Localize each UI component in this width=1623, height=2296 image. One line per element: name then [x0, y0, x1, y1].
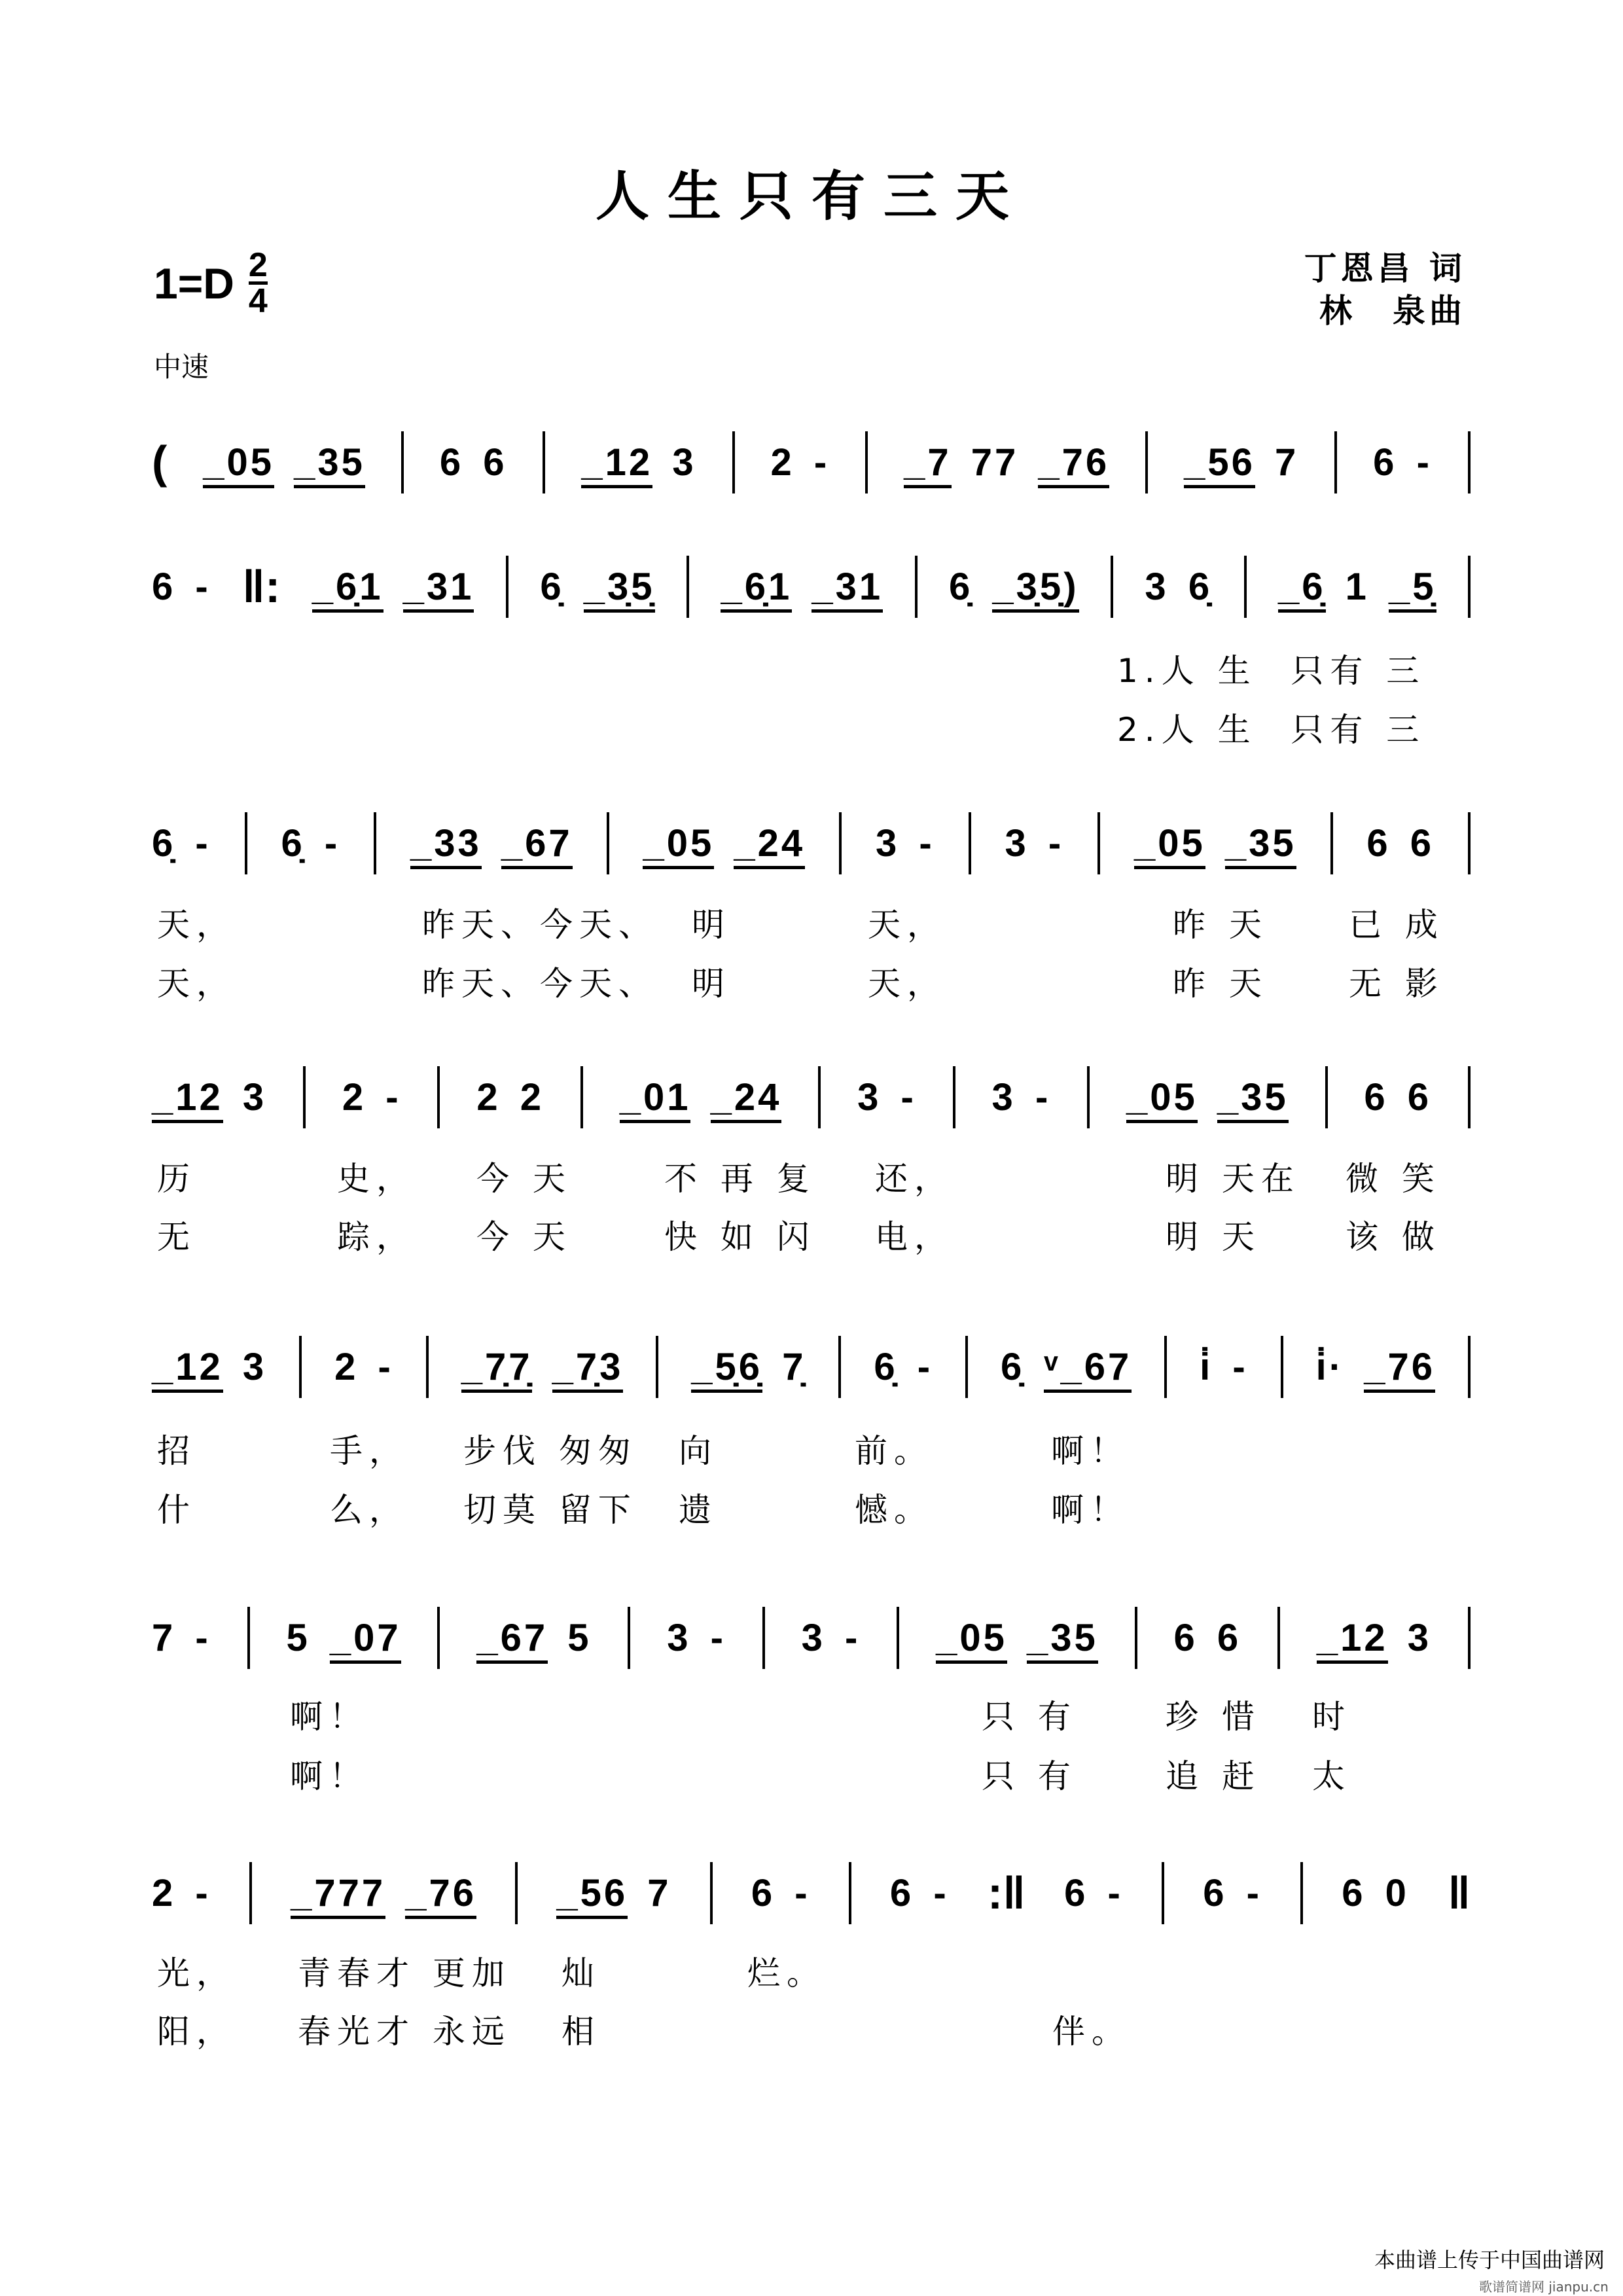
note-group: 6̣	[281, 821, 305, 865]
bar-line	[426, 1336, 429, 1398]
lyric-segment: 微 笑	[1346, 1160, 1441, 1198]
bar-line	[1162, 1862, 1164, 1924]
note-group: _5̣6̣	[691, 1346, 762, 1393]
note-group: 6̣	[874, 1345, 898, 1388]
measure	[152, 1075, 266, 1119]
note-group: 2	[342, 1075, 366, 1119]
note-group: -	[813, 440, 830, 484]
measure	[667, 1616, 726, 1660]
note-group: _56	[556, 1872, 628, 1919]
bar-line	[515, 1862, 518, 1924]
note-group: 6	[1410, 821, 1435, 865]
note-group: 6	[1203, 1871, 1227, 1914]
bar-line	[915, 556, 918, 618]
note-group: _6̣1	[721, 565, 792, 613]
note-group: -	[917, 1345, 933, 1388]
note-group: _56	[1184, 441, 1255, 488]
measure	[620, 1075, 782, 1119]
measure	[992, 1075, 1051, 1119]
note-group: 6̣	[1001, 1345, 1025, 1388]
lyric-segment: 什	[157, 1491, 196, 1529]
note-group: 6	[1342, 1871, 1366, 1914]
bar-line	[1281, 1336, 1283, 1398]
lyric-segment: 明	[692, 906, 731, 944]
note-group: _05	[1126, 1076, 1198, 1123]
note-group: 6̣	[1188, 565, 1213, 608]
lyric-segment: 昨 天	[1173, 906, 1268, 944]
bar-line	[849, 1862, 851, 1924]
bar-line	[1164, 1336, 1167, 1398]
measure	[556, 1871, 671, 1915]
bar-line	[1468, 1066, 1471, 1128]
measure	[1064, 1871, 1123, 1915]
note-group: 6	[751, 1871, 776, 1914]
note-group: _05	[1134, 822, 1205, 869]
lyric-segment: 明	[692, 965, 731, 1003]
lyric-segment: 不 再 复	[664, 1160, 816, 1198]
note-group: 3	[1407, 1616, 1432, 1659]
lyric-segment: 天，	[157, 906, 236, 944]
bar-line	[1330, 812, 1333, 874]
measure	[461, 1345, 624, 1389]
staff-row	[152, 1334, 1471, 1399]
measure	[691, 1345, 806, 1389]
lyric-segment: 1.人 生 只有 三	[1117, 652, 1426, 690]
bar-line	[249, 1862, 252, 1924]
measure	[291, 1871, 476, 1915]
lyric-segment: 手，	[330, 1432, 408, 1470]
lyric-segment: 啊！	[1051, 1491, 1130, 1529]
note-group: -	[845, 1616, 861, 1659]
lyric-segment: 今 天	[476, 1218, 572, 1256]
bar-line	[401, 431, 404, 493]
note-group: 3	[1145, 565, 1169, 608]
note-group: _7̣3	[552, 1346, 624, 1393]
note-group: 3	[875, 821, 900, 865]
lyric-segment: 步伐 匆匆	[463, 1432, 637, 1470]
note-group: _7̣7̣	[461, 1346, 533, 1393]
note-group: 6	[1373, 440, 1397, 484]
note-group: -	[1232, 1345, 1248, 1388]
staff-row	[152, 810, 1471, 876]
bar-line	[1277, 1607, 1280, 1669]
bar-line	[838, 1336, 841, 1398]
note-group: _12	[581, 441, 652, 488]
bar-line	[865, 431, 868, 493]
measure	[440, 440, 507, 484]
lyric-segment: 光，	[157, 1954, 236, 1992]
lyric-segment: 今 天	[476, 1160, 572, 1198]
measure	[857, 1075, 916, 1119]
lyric-segment: 明 天在	[1166, 1160, 1300, 1198]
measure	[1134, 821, 1296, 865]
watermark: 本曲谱上传于中国曲谱网	[1374, 2248, 1605, 2272]
key-signature	[154, 246, 268, 320]
note-group: 3	[1005, 821, 1029, 865]
note-group: -	[901, 1075, 916, 1119]
note-group: _7	[904, 441, 952, 488]
lyric-segment: 切莫 留下	[463, 1491, 637, 1529]
measure	[1126, 1075, 1289, 1119]
note-group: _67	[501, 822, 573, 869]
measure	[1005, 821, 1063, 865]
bar-line	[710, 1862, 713, 1924]
note-group: 6	[439, 440, 464, 484]
lyric-segment: 历	[157, 1160, 196, 1198]
bar-line	[247, 1607, 250, 1669]
lyric-segment: 时	[1312, 1698, 1351, 1736]
note-group: 6	[1173, 1616, 1198, 1659]
bar-symbol: ‖:	[242, 561, 281, 612]
note-group: 3	[991, 1075, 1016, 1119]
lyric-segment: 招	[157, 1432, 196, 1470]
bar-line	[580, 1066, 583, 1128]
lyric-segment: 只 有	[982, 1757, 1077, 1795]
watermark-site: 歌谱简谱网 jianpu.cn	[1479, 2279, 1609, 2295]
measure	[890, 1871, 949, 1915]
note-group: _35	[294, 441, 365, 488]
note-group: _35	[1027, 1617, 1098, 1664]
measure	[949, 565, 1079, 609]
measure	[1203, 1871, 1262, 1915]
lyric-segment: 青春才 更加	[298, 1954, 511, 1992]
measure	[874, 1345, 933, 1389]
note-group: 6	[483, 440, 507, 484]
note-group: 2	[770, 440, 794, 484]
measure	[1184, 440, 1298, 484]
lyric-segment: 遗	[679, 1491, 718, 1529]
bar-line	[437, 1607, 440, 1669]
note-group: -	[1246, 1871, 1262, 1914]
note-group: 6	[1407, 1075, 1432, 1119]
note-group: -	[919, 821, 935, 865]
lyric-segment: 无	[157, 1218, 196, 1256]
bar-line	[656, 1336, 658, 1398]
measure	[1373, 440, 1432, 484]
bar-line	[965, 1336, 968, 1398]
note-group: 3	[801, 1616, 825, 1659]
tempo-marking: 中速	[154, 351, 209, 383]
composer-credit: 林 泉曲	[1319, 292, 1466, 330]
measure	[721, 565, 883, 609]
measure	[1316, 1345, 1435, 1389]
measure	[1278, 565, 1436, 609]
bar-line	[374, 812, 376, 874]
note-group: _76	[405, 1872, 476, 1919]
measure	[936, 1616, 1098, 1660]
bar-line	[1145, 431, 1148, 493]
staff-row	[152, 1860, 1471, 1926]
note-group: 6	[889, 1871, 914, 1914]
bar-line	[1468, 812, 1471, 874]
bar-line	[299, 1336, 302, 1398]
bar-line	[1244, 556, 1247, 618]
lyric-segment: 电，	[875, 1218, 954, 1256]
note-group: _05	[643, 822, 714, 869]
note-group: -	[933, 1871, 949, 1914]
note-group: 3	[672, 440, 696, 484]
bar-line	[1325, 1066, 1328, 1128]
lyric-segment: 天，	[868, 906, 946, 944]
bar-line	[1087, 1066, 1090, 1128]
measure	[876, 821, 935, 865]
note-group: 0	[1385, 1871, 1409, 1914]
lyric-segment: 昨天、今天、	[422, 906, 658, 944]
note-group: 3	[857, 1075, 882, 1119]
lyric-segment: 昨天、今天、	[422, 965, 658, 1003]
bar-symbol: ‖	[1448, 1867, 1471, 1918]
lyric-segment: 烂。	[747, 1954, 826, 1992]
note-group: _67	[476, 1617, 548, 1664]
note-group: _24	[711, 1076, 782, 1123]
lyric-segment: 该 做	[1346, 1218, 1441, 1256]
lyric-segment: 太	[1312, 1757, 1351, 1795]
note-group: _31	[403, 565, 474, 613]
lyric-segment: 无 影	[1349, 965, 1444, 1003]
lyric-segment: 史，	[337, 1160, 416, 1198]
measure	[476, 1616, 591, 1660]
lyric-segment: 啊！	[290, 1698, 368, 1736]
note-group: -	[378, 1345, 393, 1388]
note-group: -	[794, 1871, 810, 1914]
note-group: 6	[1364, 1075, 1388, 1119]
measure	[334, 1345, 393, 1389]
measure	[751, 1871, 810, 1915]
measure	[802, 1616, 861, 1660]
bar-line	[969, 812, 971, 874]
note-group: -	[710, 1616, 726, 1659]
note-group: -	[195, 821, 211, 865]
bar-line	[687, 556, 689, 618]
note-group: 3	[242, 1345, 267, 1388]
note-group: _76	[1038, 441, 1109, 488]
note-group: _33	[410, 822, 482, 869]
measure	[1200, 1345, 1248, 1389]
bar-line	[1097, 812, 1100, 874]
note-group: 7	[1275, 440, 1299, 484]
note-group: 2	[152, 1871, 176, 1914]
bar-symbol: :‖	[987, 1867, 1026, 1918]
lyric-segment: 追 赶	[1166, 1757, 1261, 1795]
note-group: _35	[1217, 1076, 1289, 1123]
lyric-segment: 阳，	[157, 2013, 236, 2051]
time-top: 2	[248, 246, 268, 284]
staff-row	[152, 554, 1471, 619]
lyric-segment: 天，	[157, 965, 236, 1003]
note-group: 6̣	[540, 565, 564, 608]
note-group: 6	[1217, 1616, 1241, 1659]
bar-line	[953, 1066, 955, 1128]
note-group: 6	[1366, 821, 1391, 865]
measure	[152, 1345, 266, 1389]
lyric-segment: 前。	[855, 1432, 933, 1470]
note-group: i̇	[1200, 1345, 1213, 1388]
bar-line	[1468, 1607, 1471, 1669]
bar-line	[1468, 556, 1471, 618]
bar-line	[1135, 1607, 1137, 1669]
note-group: 5	[567, 1616, 592, 1659]
measure	[540, 565, 654, 609]
note-group: 3	[242, 1075, 267, 1119]
measure	[312, 565, 474, 609]
lyric-segment: 啊！	[290, 1757, 368, 1795]
lyric-segment: 明 天	[1166, 1218, 1261, 1256]
measure	[410, 821, 573, 865]
measure	[771, 440, 830, 484]
note-group: 6̣	[152, 821, 176, 865]
note-group: -	[324, 821, 340, 865]
note-group: 2	[520, 1075, 544, 1119]
note-group: -	[1035, 1075, 1051, 1119]
bar-line	[437, 1066, 440, 1128]
note-group: _01	[620, 1076, 691, 1123]
note-group: _31	[812, 565, 883, 613]
note-group: -	[385, 1075, 401, 1119]
note-group: _05	[936, 1617, 1007, 1664]
bar-line	[1468, 431, 1471, 493]
note-group: 6	[152, 565, 176, 608]
note-group: 6̣	[949, 565, 973, 608]
note-group: _24	[734, 822, 805, 869]
note-group: _12	[1317, 1617, 1388, 1664]
lyric-segment: 憾。	[855, 1491, 933, 1529]
measure	[1145, 565, 1212, 609]
note-group: 77	[971, 440, 1019, 484]
note-group: _777	[291, 1872, 385, 1919]
note-group: _3̣5̣)	[992, 565, 1079, 613]
bar-line	[628, 1607, 630, 1669]
bar-line	[762, 1607, 765, 1669]
note-group: _6̣1	[312, 565, 383, 613]
bar-line	[839, 812, 842, 874]
staff-row	[152, 429, 1471, 495]
lyric-segment: 伴。	[1052, 2013, 1131, 2051]
bar-line	[607, 812, 609, 874]
lyric-segment: 已 成	[1349, 906, 1444, 944]
lyric-segment: 春光才 永远	[298, 2013, 511, 2051]
bar-line	[245, 812, 247, 874]
measure	[1366, 821, 1434, 865]
lyricist-credit: 丁恩昌 词	[1304, 249, 1466, 287]
note-group: _3̣5̣	[584, 565, 655, 613]
note-group: 6	[1064, 1871, 1088, 1914]
note-group: -	[195, 1871, 211, 1914]
note-group: 7	[647, 1871, 671, 1914]
measure	[342, 1075, 401, 1119]
note-group: 5	[286, 1616, 310, 1659]
note-group: ᵛ_67	[1044, 1346, 1132, 1393]
time-bottom: 4	[248, 282, 268, 320]
measure	[476, 1075, 544, 1119]
lyric-segment: 向	[679, 1432, 718, 1470]
bar-line	[818, 1066, 821, 1128]
note-group: _12	[152, 1346, 223, 1393]
staff-row	[152, 1605, 1471, 1670]
note-group: 7	[152, 1616, 176, 1659]
song-title: 人生只有三天	[595, 165, 1027, 228]
measure	[1342, 1871, 1409, 1915]
measure	[1317, 1616, 1431, 1660]
bar-line	[303, 1066, 306, 1128]
bar-line	[1334, 431, 1337, 493]
note-group: -	[195, 1616, 211, 1659]
note-group: _07	[330, 1617, 401, 1664]
measure	[281, 821, 340, 865]
note-group: 1	[1345, 565, 1369, 608]
measure	[286, 1616, 401, 1660]
time-signature	[248, 246, 268, 320]
note-group: -	[1107, 1871, 1123, 1914]
note-group: 2	[476, 1075, 501, 1119]
bar-line	[1300, 1862, 1303, 1924]
lyric-segment: 快 如 闪	[664, 1218, 816, 1256]
note-group: 3	[667, 1616, 691, 1659]
staff-row	[152, 1064, 1471, 1130]
measure	[152, 1871, 211, 1915]
measure	[1174, 1616, 1241, 1660]
note-group: -	[1416, 440, 1432, 484]
measure	[904, 440, 1109, 484]
measure	[643, 821, 805, 865]
lyric-segment: 相	[562, 2013, 601, 2051]
note-group: i̇·	[1315, 1345, 1345, 1388]
lyric-segment: 2.人 生 只有 三	[1117, 711, 1426, 749]
measure	[152, 821, 211, 865]
note-group: _05	[203, 441, 274, 488]
measure	[152, 1616, 211, 1660]
bar-line	[1111, 556, 1113, 618]
note-group: _12	[152, 1076, 223, 1123]
bar-line	[1468, 1336, 1471, 1398]
measure	[1001, 1345, 1132, 1389]
measure	[203, 440, 365, 484]
lyric-segment: 啊！	[1051, 1432, 1130, 1470]
lyric-segment: 踪，	[337, 1218, 416, 1256]
lyric-segment: 天，	[868, 965, 946, 1003]
measure	[581, 440, 696, 484]
note-group: -	[195, 565, 211, 608]
lyric-segment: 只 有	[982, 1698, 1077, 1736]
bar-symbol: (	[152, 437, 168, 488]
note-group: _35	[1225, 822, 1296, 869]
note-group: _76	[1364, 1346, 1435, 1393]
key-label: 1=D	[154, 259, 234, 308]
measure	[1364, 1075, 1431, 1119]
bar-line	[543, 431, 545, 493]
note-group: _6̣	[1278, 565, 1326, 613]
bar-line	[897, 1607, 899, 1669]
lyric-segment: 么，	[330, 1491, 408, 1529]
bar-line	[732, 431, 735, 493]
note-group: -	[1048, 821, 1064, 865]
note-group: _5̣	[1389, 565, 1436, 613]
note-group: 2	[334, 1345, 359, 1388]
lyric-segment: 还，	[875, 1160, 954, 1198]
lyric-segment: 昨 天	[1173, 965, 1268, 1003]
measure	[152, 565, 211, 609]
bar-line	[506, 556, 508, 618]
lyric-segment: 珍 惜	[1166, 1698, 1261, 1736]
note-group: 7̣	[782, 1345, 806, 1388]
lyric-segment: 灿	[562, 1954, 601, 1992]
